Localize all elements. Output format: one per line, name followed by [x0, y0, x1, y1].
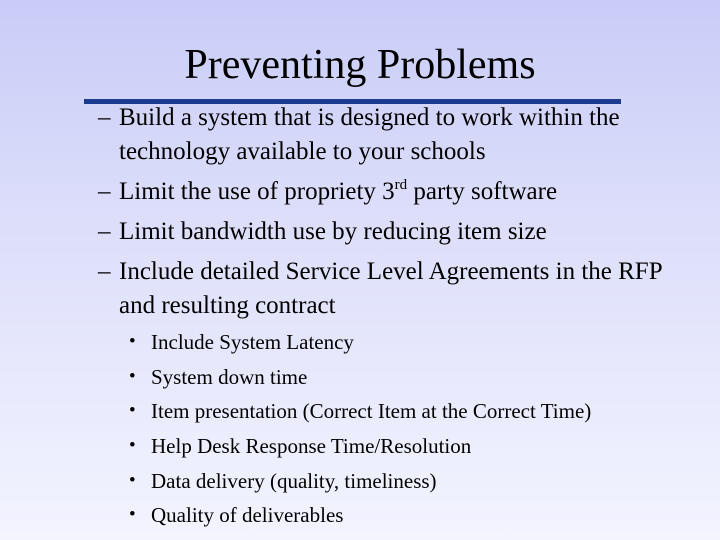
bullet-marker: •	[129, 435, 136, 456]
dash-marker: –	[98, 218, 111, 245]
dash-bullet-text-part: party software	[407, 178, 558, 205]
dash-bullet-text	[98, 175, 698, 209]
bullet-marker: •	[129, 331, 136, 352]
sub-bullet-text: Data delivery (quality, timeliness)	[151, 469, 437, 493]
sub-bullet-item	[129, 397, 699, 425]
slide-title: Preventing Problems	[184, 42, 536, 88]
dash-bullet-item	[98, 215, 698, 249]
sub-bullet-text: Quality of deliverables	[151, 503, 344, 527]
bullet-marker: •	[129, 470, 136, 491]
sub-bullet-text: Item presentation (Correct Item at the Correct Time)	[151, 399, 592, 423]
dash-marker: –	[98, 178, 111, 205]
bullet-marker: •	[129, 504, 136, 525]
sub-bullet-item	[129, 363, 699, 391]
dash-bullet-text: Build a system that is designed to work within the technology available to your schools	[119, 104, 620, 165]
sub-bullet-item	[129, 467, 699, 495]
dash-marker: –	[98, 104, 111, 131]
sub-bullet-text: Include System Latency	[151, 330, 354, 354]
sub-bullet-item	[129, 432, 699, 460]
dash-bullet-item	[98, 175, 698, 209]
bullet-marker: •	[129, 400, 136, 421]
dash-bullet-text: Include detailed Service Level Agreements in the RFP and resulting contract	[119, 258, 662, 319]
sub-bullet-item	[129, 501, 699, 529]
dash-bullet-item	[98, 101, 698, 169]
dash-bullet-text: Limit bandwidth use by reducing item size	[119, 218, 547, 245]
sub-bullet-item	[129, 328, 699, 356]
dash-bullet-text-part: Limit the use of propriety 3	[119, 178, 395, 205]
bullet-marker: •	[129, 366, 136, 387]
superscript-text: rd	[394, 177, 408, 193]
sub-bullet-text: Help Desk Response Time/Resolution	[151, 434, 472, 458]
dash-marker: –	[98, 258, 111, 285]
sub-bullet-text: System down time	[151, 365, 308, 389]
dash-bullet-item	[98, 255, 698, 323]
